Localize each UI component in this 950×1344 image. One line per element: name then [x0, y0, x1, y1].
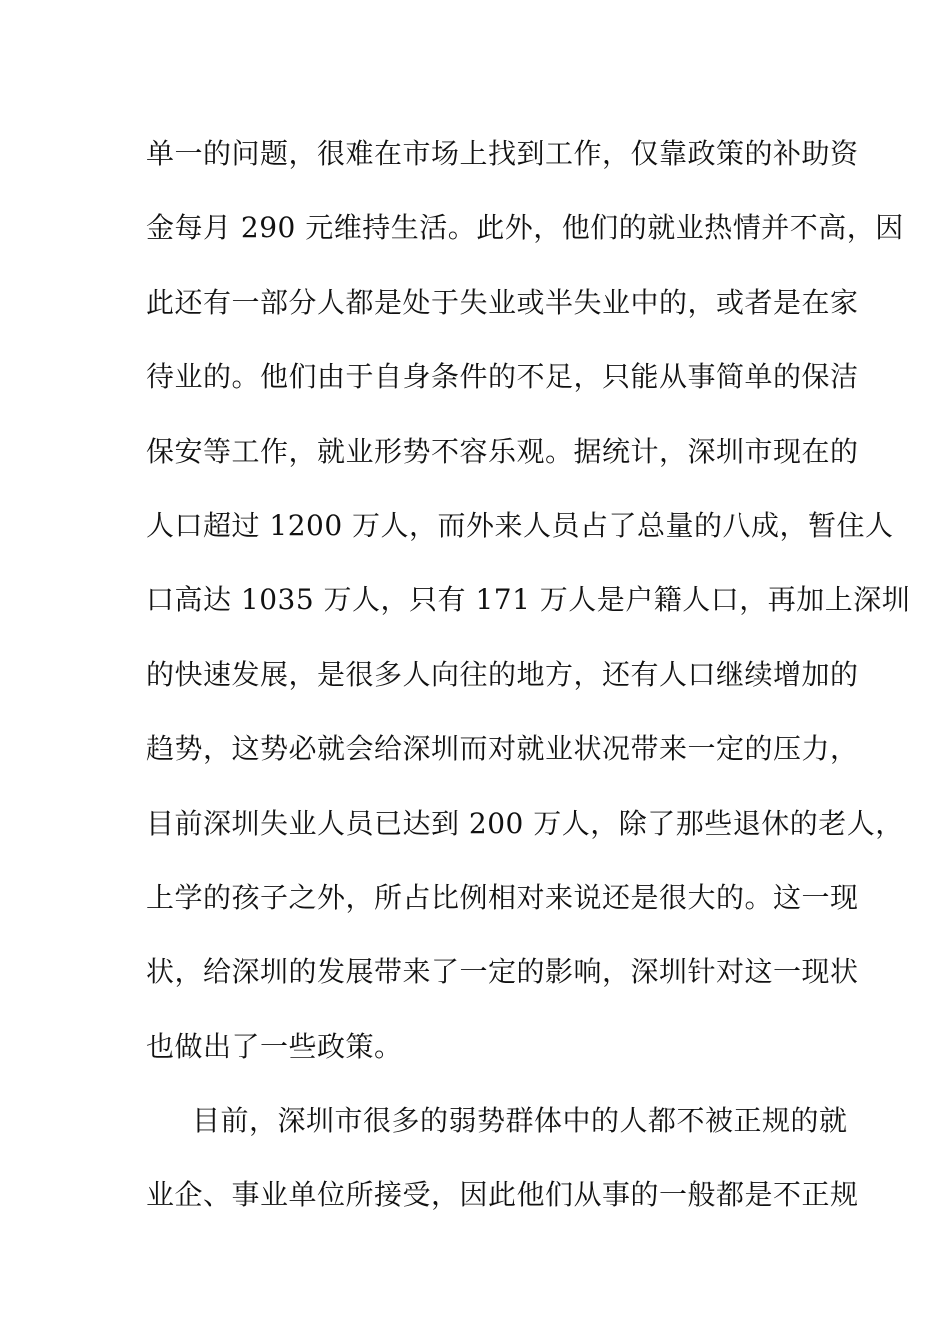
text-line: 的快速发展，是很多人向往的地方，还有人口继续增加的: [146, 657, 859, 691]
text-line: 金每月 290 元维持生活。此外，他们的就业热情并不高，因: [146, 211, 904, 245]
body-text: [146, 124, 911, 1240]
text-line: 业企、事业单位所接受，因此他们从事的一般都是不正规: [146, 1178, 859, 1212]
paragraph-1: [146, 124, 911, 1091]
text-line: 口高达 1035 万人，只有 171 万人是户籍人口，再加上深圳: [146, 583, 911, 617]
text-line: 目前，深圳市很多的弱势群体中的人都不被正规的就: [192, 1104, 848, 1138]
text-line: 上学的孩子之外，所占比例相对来说还是很大的。这一现: [146, 880, 859, 914]
text-line: 目前深圳失业人员已达到 200 万人，除了那些退休的老人，: [146, 806, 904, 840]
text-line: 此还有一部分人都是处于失业或半失业中的，或者是在家: [146, 285, 859, 319]
text-line: 状，给深圳的发展带来了一定的影响，深圳针对这一现状: [146, 955, 859, 989]
text-line: 也做出了一些政策。: [146, 1029, 403, 1063]
paragraph-2: [146, 1091, 859, 1240]
text-line: 人口超过 1200 万人，而外来人员占了总量的八成，暂住人: [146, 508, 894, 542]
text-line: 待业的。他们由于自身条件的不足，只能从事简单的保洁: [146, 360, 859, 394]
text-line: 趋势，这势必就会给深圳而对就业状况带来一定的压力，: [146, 732, 859, 766]
text-line: 保安等工作，就业形势不容乐观。据统计，深圳市现在的: [146, 434, 859, 468]
text-line: 单一的问题，很难在市场上找到工作，仅靠政策的补助资: [146, 137, 859, 170]
